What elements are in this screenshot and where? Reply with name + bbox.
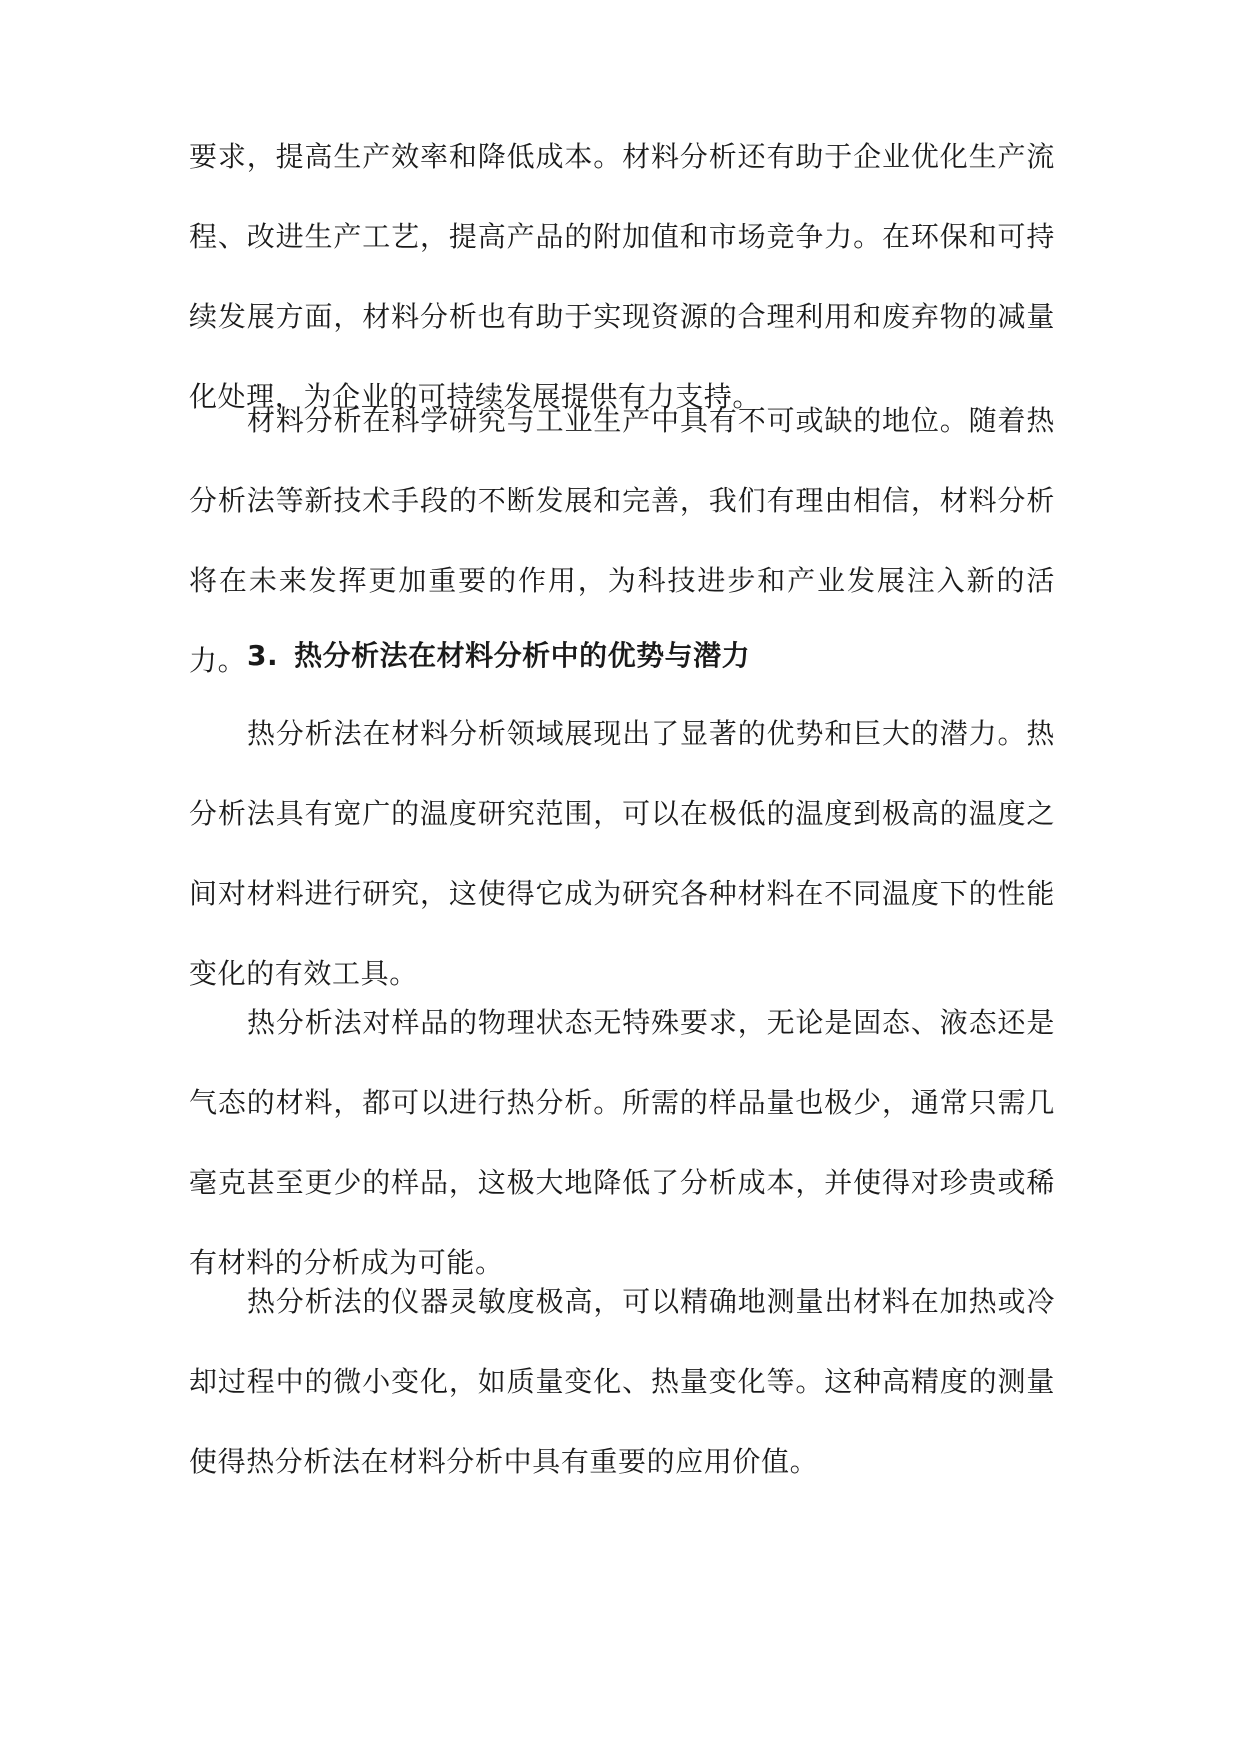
- section-title: 热分析法在材料分析中的优势与潜力: [294, 639, 751, 672]
- section-heading: [247, 626, 1055, 686]
- paragraph-4: 热分析法对样品的物理状态无特殊要求，无论是固态、液态还是气态的材料，都可以进行热分析。所需的样品量也极少，通常只需几毫克甚至更少的样品，这极大地降低了分析成本，并使得对珍贵或稀有材料的分析成为可能。: [189, 1006, 1055, 1279]
- paragraph-2: 材料分析在科学研究与工业生产中具有不可或缺的地位。随着热分析法等新技术手段的不断发展和完善，我们有理由相信，材料分析将在未来发挥更加重要的作用，为科技进步和产业发展注入新的活力。: [189, 404, 1055, 677]
- section-number: 3.: [247, 639, 279, 672]
- paragraph-5: 热分析法的仪器灵敏度极高，可以精确地测量出材料在加热或冷却过程中的微小变化，如质量变化、热量变化等。这种高精度的测量使得热分析法在材料分析中具有重要的应用价值。: [189, 1285, 1055, 1478]
- paragraph-1: 要求，提高生产效率和降低成本。材料分析还有助于企业优化生产流程、改进生产工艺，提高产品的附加值和市场竞争力。在环保和可持续发展方面，材料分析也有助于实现资源的合理利用和废弃物的减量化处理，为企业的可持续发展提供有力支持。: [189, 140, 1055, 413]
- paragraph-3: 热分析法在材料分析领域展现出了显著的优势和巨大的潜力。热分析法具有宽广的温度研究范围，可以在极低的温度到极高的温度之间对材料进行研究，这使得它成为研究各种材料在不同温度下的性能变化的有效工具。: [189, 717, 1055, 990]
